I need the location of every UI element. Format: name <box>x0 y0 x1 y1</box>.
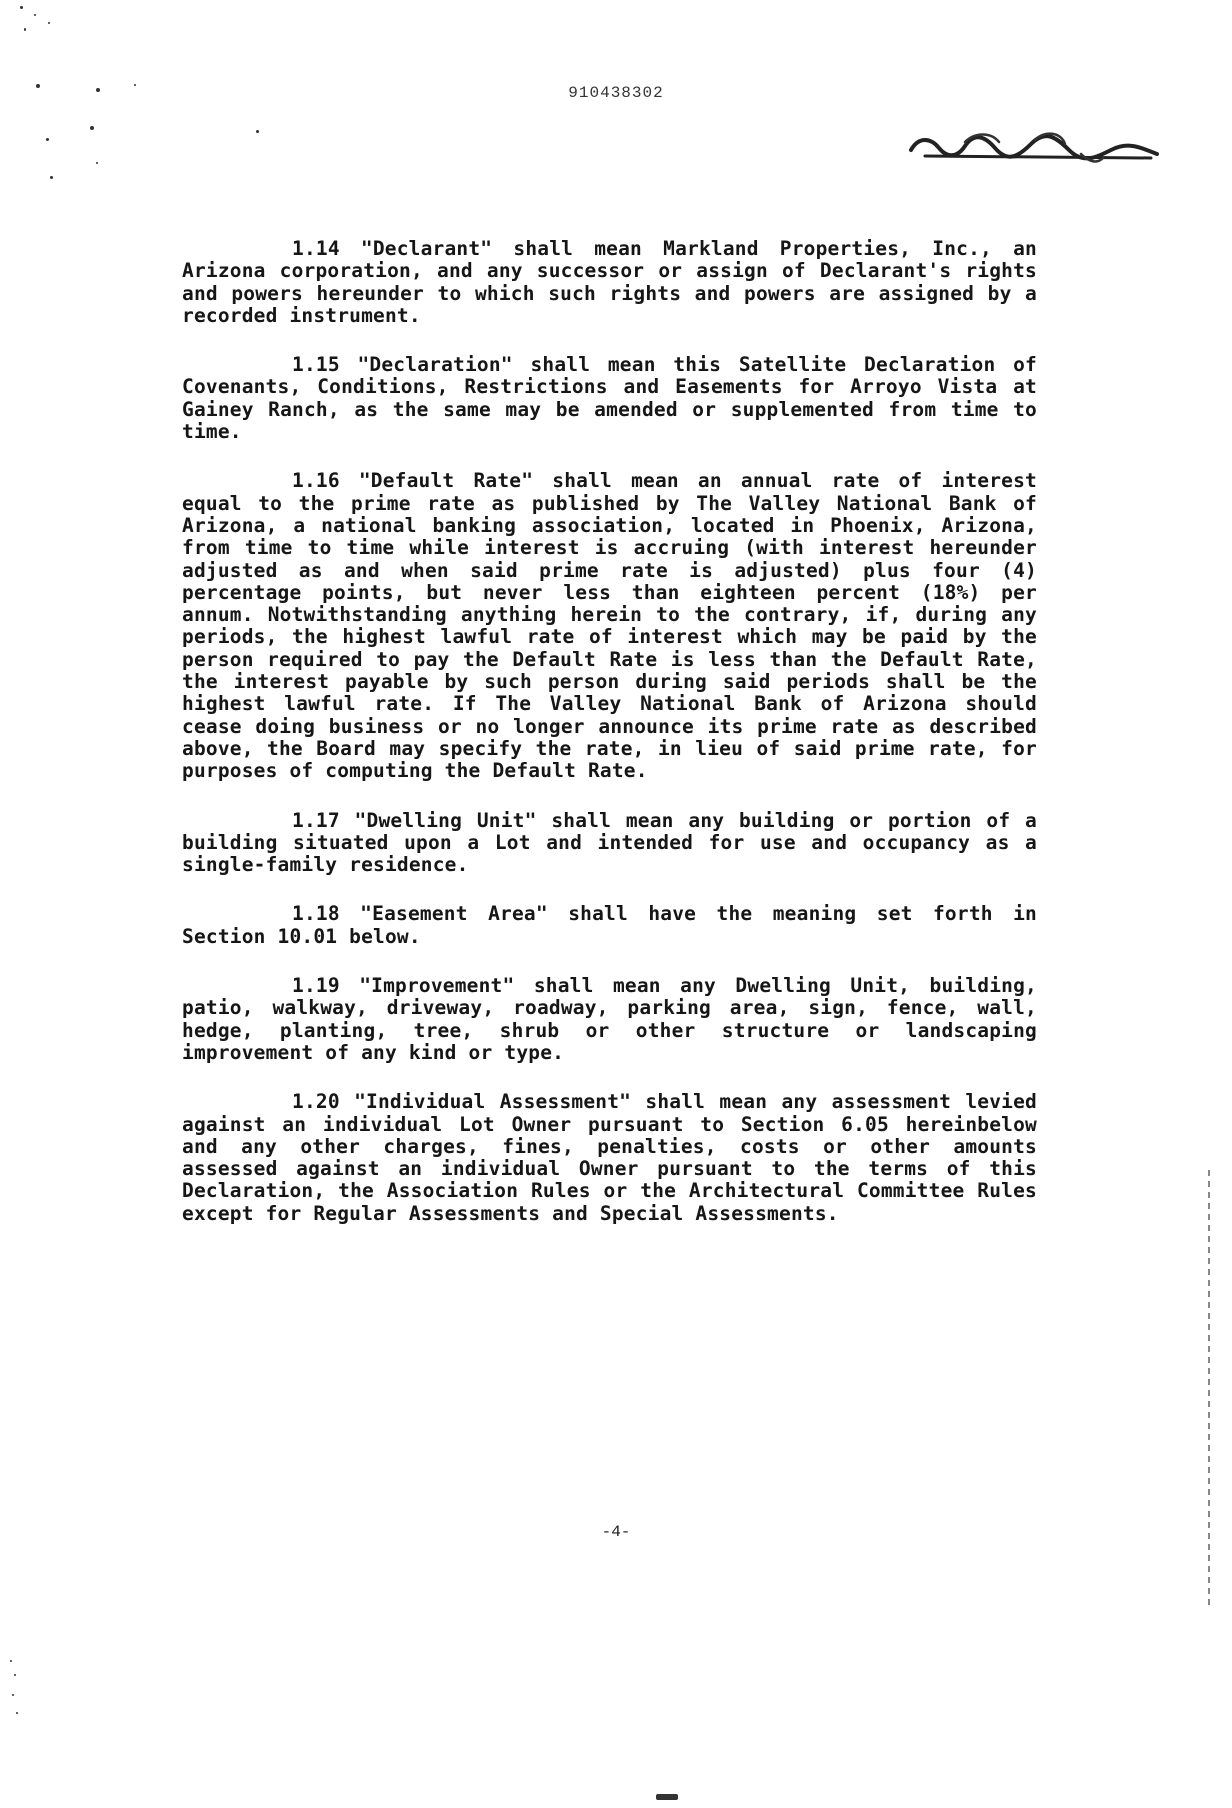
scan-speck <box>16 1712 18 1714</box>
scan-edge-line <box>1208 1170 1210 1610</box>
scan-speck <box>46 138 49 141</box>
definition-1-17 <box>182 810 1037 877</box>
scan-speck <box>656 1794 678 1800</box>
scan-speck <box>256 130 259 133</box>
document-number: 910438302 <box>568 84 664 102</box>
scan-speck <box>24 28 26 31</box>
scan-speck <box>96 162 98 164</box>
page-number: -4- <box>601 1523 631 1541</box>
definition-paragraph: 1.19 "Improvement" shall mean any Dwelling Unit, building, patio, walkway, driveway, roadway, parking area, sign, fence, wall, hedge, planting, tree, shrub or other structure or landscaping improvement of any kind or type. <box>182 974 1037 1064</box>
scan-speck <box>34 14 36 16</box>
scan-speck <box>14 1674 16 1676</box>
scan-speck <box>50 176 53 179</box>
scan-speck <box>20 6 23 9</box>
definition-paragraph: 1.14 "Declarant" shall mean Markland Properties, Inc., an Arizona corporation, and any successor or assign of Declarant's rights and powers hereunder to which such rights and powers are assigned by a recorded instrument. <box>182 237 1037 327</box>
scan-speck <box>90 126 94 130</box>
declaration-body <box>182 238 1037 1252</box>
scan-speck <box>12 1694 14 1696</box>
definition-1-19 <box>182 975 1037 1064</box>
definition-1-18 <box>182 903 1037 948</box>
scan-speck <box>10 1660 12 1662</box>
definition-paragraph: 1.20 "Individual Assessment" shall mean any assessment levied against an individual Lot Owner pursuant to Section 6.05 hereinbelow and any other charges, fines, penalties, costs or other amounts assessed against an individual Owner pursuant to the terms of this Declaration, the Association Rules or the Architectural Committee Rules except for Regular Assessments and Special Assessments. <box>182 1090 1037 1225</box>
definition-paragraph: 1.15 "Declaration" shall mean this Satellite Declaration of Covenants, Conditions, Restrictions and Easements for Arroyo Vista at Gainey Ranch, as the same may be amended or supplemented from time to time. <box>182 353 1037 444</box>
definition-paragraph: 1.16 "Default Rate" shall mean an annual rate of interest equal to the prime rate as published by The Valley National Bank of Arizona, a national banking association, located in Phoenix, Arizona, from time to time while interest is accruing (with interest hereunder adjusted as and when said prime rate is adjusted) plus four (4) percentage points, but never less than eighteen percent (18%) per annum. Notwithstanding anything herein to the contrary, if, during any periods, the highest lawful rate of interest which may be paid by the person required to pay the Default Rate is less than the Default Rate, the interest payable by such person during said periods shall be the highest lawful rate. If The Valley National Bank of Arizona should cease doing business or no longer announce its prime rate as described above, the Board may specify the rate, in lieu of said prime rate, for purposes of computing the Default Rate. <box>182 469 1037 783</box>
scan-speck <box>48 22 50 24</box>
definition-1-14 <box>182 238 1037 327</box>
definition-1-16 <box>182 470 1037 782</box>
definition-1-20 <box>182 1091 1037 1225</box>
definition-1-15 <box>182 354 1037 443</box>
definition-paragraph: 1.17 "Dwelling Unit" shall mean any building or portion of a building situated upon a Lot and intended for use and occupancy as a single-family residence. <box>182 808 1037 877</box>
handwritten-mark <box>905 128 1160 170</box>
definition-paragraph: 1.18 "Easement Area" shall have the meaning set forth in Section 10.01 below. <box>182 902 1037 948</box>
